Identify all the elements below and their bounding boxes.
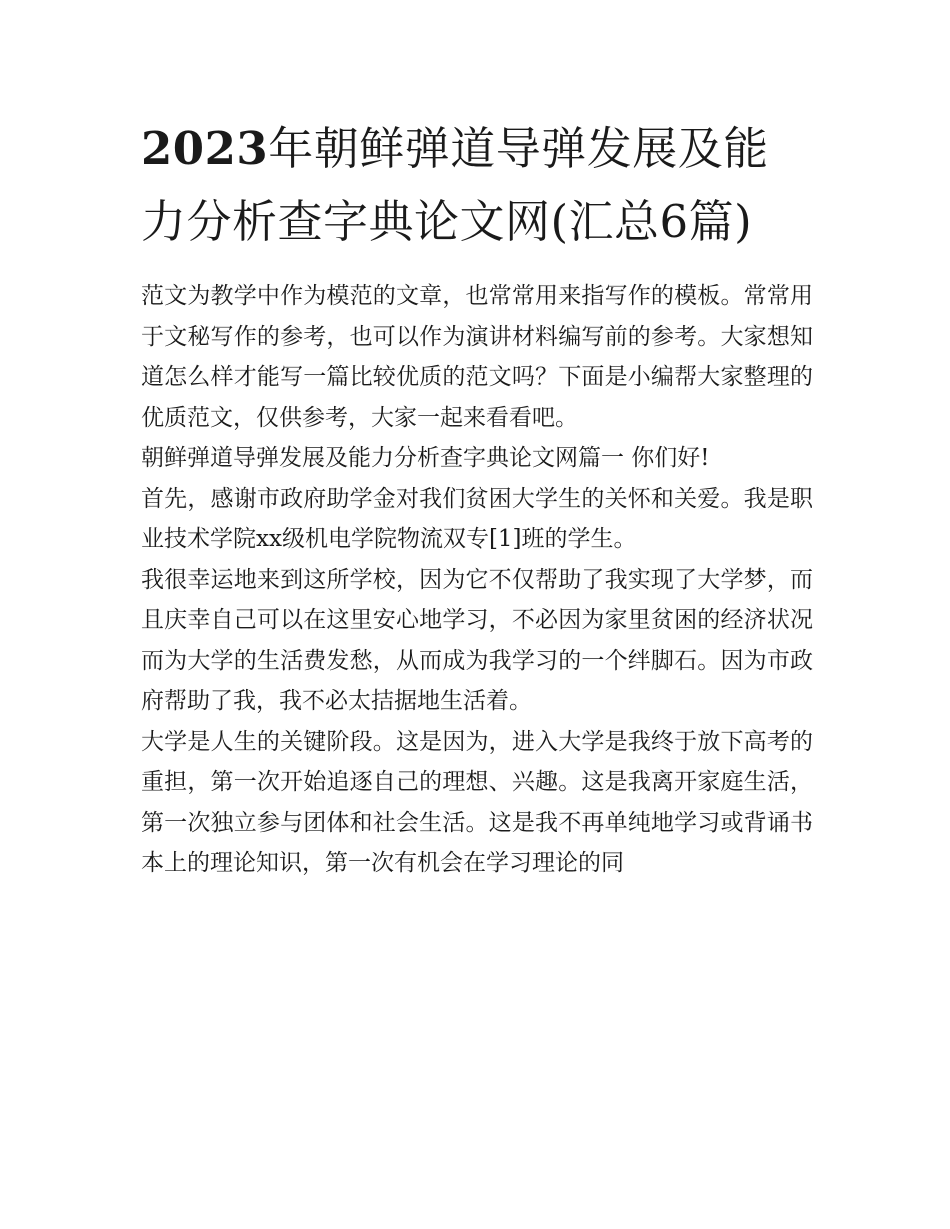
title-year: 2023 [141, 122, 269, 175]
paragraph-section-heading: 朝鲜弹道导弹发展及能力分析查字典论文网篇一 你们好! [141, 445, 710, 471]
document-title [141, 112, 813, 258]
title-rest: 年朝鲜弹道导弹发展及能力分析查字典论文网(汇总6篇) [141, 122, 769, 248]
paragraph-university: 大学是人生的关键阶段。这是因为，进入大学是我终于放下高考的重担，第一次开始追逐自己的理想、兴趣。这是我离开家庭生活，第一次独立参与团体和社会生活。这是我不再单纯地学习或背诵书本上的理论知识，第一次有机会在学习理论的同 [141, 728, 813, 876]
paragraph-thanks: 首先，感谢市政府助学金对我们贫困大学生的关怀和关爱。我是职业技术学院xx级机电学院物流双专[1]班的学生。 [141, 485, 813, 552]
document-body [141, 112, 813, 884]
paragraph-school: 我很幸运地来到这所学校，因为它不仅帮助了我实现了大学梦，而且庆幸自己可以在这里安心地学习，不必因为家里贫困的经济状况而为大学的生活费发愁，从而成为我学习的一个绊脚石。因为市政府帮助了我，我不必太拮据地生活着。 [141, 566, 813, 714]
paragraph-intro: 范文为教学中作为模范的文章，也常常用来指写作的模板。常常用于文秘写作的参考，也可以作为演讲材料编写前的参考。大家想知道怎么样才能写一篇比较优质的范文吗？下面是小编帮大家整理的优质范文，仅供参考，大家一起来看看吧。 [141, 283, 813, 431]
